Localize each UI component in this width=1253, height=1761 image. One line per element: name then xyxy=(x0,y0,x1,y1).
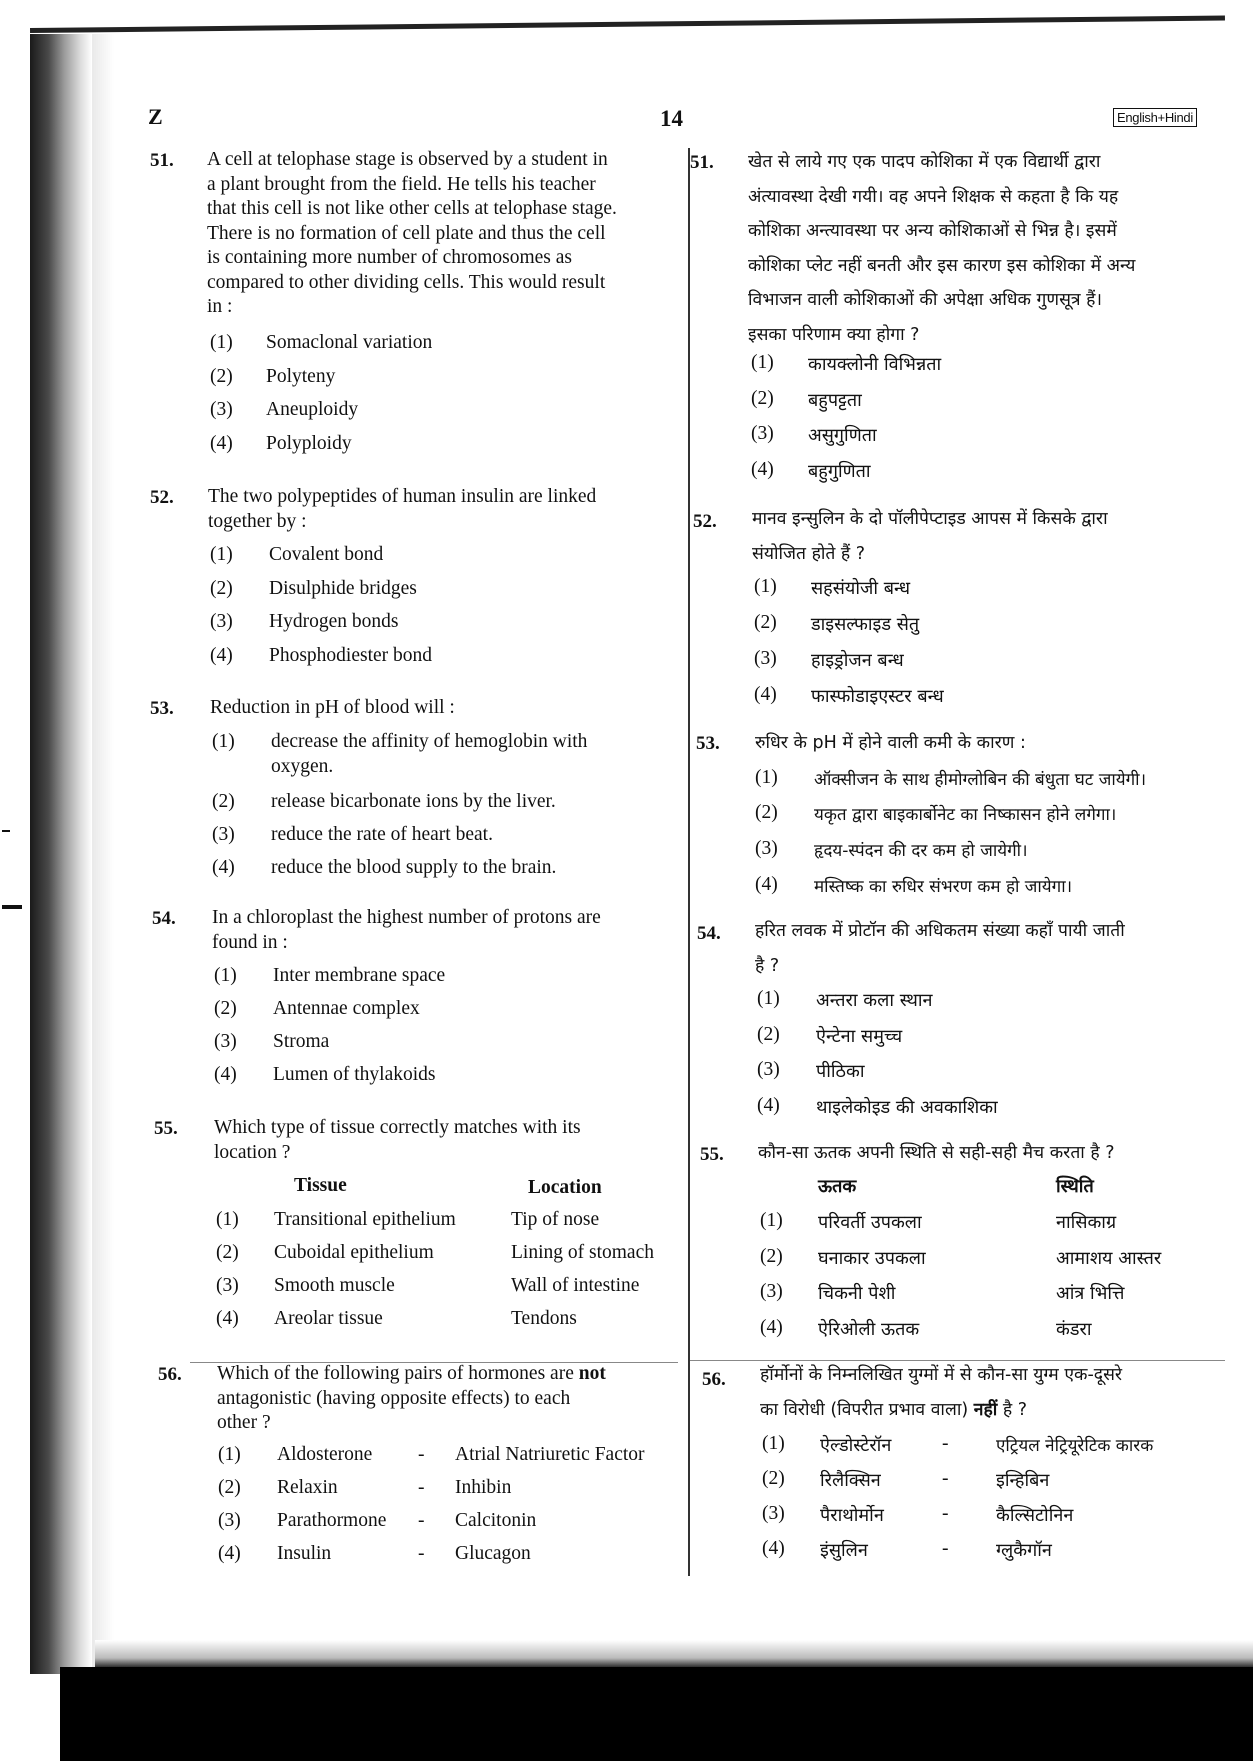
option-number: (3) xyxy=(214,1031,237,1052)
option-location: Wall of intestine xyxy=(511,1275,640,1296)
scan-bottom-shadow xyxy=(95,1640,1253,1670)
option-number: (4) xyxy=(751,459,774,480)
question-text xyxy=(752,502,1222,571)
option-number: (4) xyxy=(216,1308,239,1329)
option-text: Disulphide bridges xyxy=(269,578,417,599)
option-number: (2) xyxy=(755,802,778,823)
question-text xyxy=(760,1358,1230,1427)
question-text xyxy=(212,906,682,955)
option-hormone-b: Glucagon xyxy=(455,1543,531,1564)
question-line: है ? xyxy=(755,955,780,976)
question-number: 54. xyxy=(697,923,721,944)
question-line: इसका परिणाम क्या होगा ? xyxy=(748,324,920,345)
option-number: (2) xyxy=(754,612,777,633)
option-hormone-a: रिलैक्सिन xyxy=(820,1470,881,1491)
option-number: (3) xyxy=(210,399,233,420)
question-number: 55. xyxy=(154,1118,178,1139)
option-location: आमाशय आस्तर xyxy=(1056,1248,1162,1269)
question-number: 51. xyxy=(150,150,174,171)
question-line: antagonistic (having opposite effects) to each xyxy=(217,1387,571,1409)
option-text: release bicarbonate ions by the liver. xyxy=(271,791,556,812)
option-number: (4) xyxy=(218,1543,241,1564)
question-number: 53. xyxy=(150,698,174,719)
option-number: (3) xyxy=(762,1503,785,1524)
question-emphasis: not xyxy=(578,1363,606,1384)
option-number: (2) xyxy=(760,1246,783,1267)
question-text xyxy=(217,1362,687,1436)
option-text: थाइलेकोइड की अवकाशिका xyxy=(816,1097,998,1118)
language-badge: English+Hindi xyxy=(1113,108,1197,127)
option-tissue: Transitional epithelium xyxy=(274,1209,456,1230)
option-number: (3) xyxy=(760,1281,783,1302)
option-number: (2) xyxy=(218,1477,241,1498)
question-line: is containing more number of chromosomes as xyxy=(207,247,573,268)
paper-code: Z xyxy=(148,104,163,129)
option-number: (2) xyxy=(751,388,774,409)
option-hormone-a: ऐल्डोस्टेरॉन xyxy=(820,1435,892,1456)
page-number: 14 xyxy=(660,106,683,131)
option-text-continued: oxygen. xyxy=(271,756,334,777)
option-number: (4) xyxy=(762,1538,785,1559)
option-text: reduce the rate of heart beat. xyxy=(271,824,493,845)
option-number: (1) xyxy=(751,352,774,373)
option-location: Tendons xyxy=(511,1308,577,1329)
option-number: (2) xyxy=(214,998,237,1019)
scan-bottom-band xyxy=(60,1667,1253,1761)
column-header-location: स्थिति xyxy=(1056,1176,1094,1197)
option-number: (1) xyxy=(755,767,778,788)
edge-mark xyxy=(2,830,10,832)
question-emphasis: नहीं xyxy=(973,1399,998,1420)
option-text: पीठिका xyxy=(816,1061,865,1082)
question-text xyxy=(208,485,678,534)
question-line: हरित लवक में प्रोटॉन की अधिकतम संख्या कहाँ पायी जाती xyxy=(755,921,1125,941)
option-number: (4) xyxy=(210,433,233,454)
question-line: Which type of tissue correctly matches with its xyxy=(214,1117,581,1138)
option-text: डाइसल्फाइड सेतु xyxy=(811,614,920,635)
option-text: Phosphodiester bond xyxy=(269,645,433,666)
question-line: compared to other dividing cells. This would result xyxy=(207,271,606,293)
question-line xyxy=(760,1393,1230,1428)
option-text: Hydrogen bonds xyxy=(269,611,399,632)
option-number: (2) xyxy=(762,1468,785,1489)
option-tissue: Cuboidal epithelium xyxy=(274,1242,434,1263)
option-text: ऐन्टेना समुच्च xyxy=(816,1026,903,1047)
option-text: Lumen of thylakoids xyxy=(273,1064,436,1085)
option-tissue: ऐरिओली ऊतक xyxy=(818,1319,920,1340)
option-text: reduce the blood supply to the brain. xyxy=(271,857,557,878)
question-line: in : xyxy=(207,296,233,317)
option-number: (4) xyxy=(760,1317,783,1338)
option-number: (2) xyxy=(216,1242,239,1263)
scan-left-margin xyxy=(0,34,30,1761)
option-hormone-a: Aldosterone xyxy=(277,1444,373,1465)
option-text: decrease the affinity of hemoglobin with xyxy=(271,731,588,752)
option-number: (3) xyxy=(757,1059,780,1080)
option-hormone-b: इन्हिबिन xyxy=(996,1470,1050,1491)
option-number: (3) xyxy=(751,423,774,444)
question-line: कौन-सा ऊतक अपनी स्थिति से सही-सही मैच करता है ? xyxy=(758,1143,1115,1163)
option-number: (2) xyxy=(212,791,235,812)
option-hormone-b: Atrial Natriuretic Factor xyxy=(455,1444,645,1465)
option-text: हृदय-स्पंदन की दर कम हो जायेगी। xyxy=(814,841,1028,861)
question-line: मानव इन्सुलिन के दो पॉलीपेप्टाइड आपस में किसके द्वारा xyxy=(752,509,1108,529)
option-text: ऑक्सीजन के साथ हीमोग्लोबिन की बंधुता घट जायेगी। xyxy=(814,770,1147,790)
option-hormone-b: कैल्सिटोनिन xyxy=(996,1505,1074,1526)
option-number: (1) xyxy=(757,988,780,1009)
question-line: In a chloroplast the highest number of protons are xyxy=(212,907,601,928)
option-hormone-a: इंसुलिन xyxy=(820,1540,868,1561)
option-text: Somaclonal variation xyxy=(266,332,433,353)
option-text: यकृत द्वारा बाइकार्बोनेट का निष्कासन होने लगेगा। xyxy=(814,805,1117,825)
option-number: (3) xyxy=(218,1510,241,1531)
question-line: कोशिका प्लेट नहीं बनती और इस कारण इस कोशिका में अन्य xyxy=(748,255,1136,276)
option-number: (2) xyxy=(210,366,233,387)
question-line: A cell at telophase stage is observed by a student in xyxy=(207,149,608,170)
option-number: (1) xyxy=(210,332,233,353)
question-line: Reduction in pH of blood will : xyxy=(210,697,455,718)
column-header-location: Location xyxy=(528,1177,602,1198)
question-text xyxy=(210,696,680,721)
question-line: संयोजित होते हैं ? xyxy=(752,543,866,564)
question-line: a plant brought from the field. He tells his teacher xyxy=(207,173,596,195)
column-divider xyxy=(688,148,690,1576)
question-line: that this cell is not like other cells at telophase stage. xyxy=(207,198,617,219)
question-line: There is no formation of cell plate and thus the cell xyxy=(207,222,606,244)
option-text: फास्फोडाइएस्टर बन्ध xyxy=(811,686,944,707)
option-dash: - xyxy=(418,1543,425,1564)
option-tissue: परिवर्ती उपकला xyxy=(818,1212,922,1233)
option-number: (1) xyxy=(760,1210,783,1231)
question-number: 54. xyxy=(152,908,176,929)
option-text: अन्तरा कला स्थान xyxy=(816,990,933,1011)
option-location: कंडरा xyxy=(1056,1319,1092,1340)
option-hormone-a: पैराथोर्मोन xyxy=(820,1505,884,1526)
option-number: (2) xyxy=(210,578,233,599)
question-line: विभाजन वाली कोशिकाओं की अपेक्षा अधिक गुणसूत्र हैं। xyxy=(748,290,1103,310)
option-number: (4) xyxy=(755,874,778,895)
question-text xyxy=(214,1116,684,1165)
option-number: (1) xyxy=(218,1444,241,1465)
option-text: Covalent bond xyxy=(269,544,384,565)
option-text: Aneuploidy xyxy=(266,399,359,420)
option-number: (1) xyxy=(214,965,237,986)
question-line-part: Which of the following pairs of hormones are xyxy=(217,1363,579,1384)
question-line-part: है ? xyxy=(997,1399,1028,1420)
option-text: Polyploidy xyxy=(266,433,352,454)
option-number: (4) xyxy=(212,857,235,878)
question-line: other ? xyxy=(217,1412,271,1433)
column-header-tissue: ऊतक xyxy=(818,1176,857,1197)
option-tissue: चिकनी पेशी xyxy=(818,1283,896,1304)
option-text: Antennae complex xyxy=(273,998,420,1019)
option-number: (4) xyxy=(757,1095,780,1116)
option-hormone-b: Inhibin xyxy=(455,1477,512,1498)
option-hormone-a: Relaxin xyxy=(277,1477,338,1498)
option-number: (3) xyxy=(216,1275,239,1296)
option-text: सहसंयोजी बन्ध xyxy=(811,578,911,599)
option-hormone-a: Parathormone xyxy=(277,1510,387,1531)
option-tissue: Smooth muscle xyxy=(274,1275,395,1296)
edge-mark xyxy=(2,905,22,909)
option-hormone-b: Calcitonin xyxy=(455,1510,537,1531)
book-binding-shadow xyxy=(30,34,92,1674)
option-text: Polyteny xyxy=(266,366,336,387)
question-text xyxy=(755,914,1225,983)
question-text xyxy=(748,145,1218,352)
option-location: Tip of nose xyxy=(511,1209,600,1230)
question-line: found in : xyxy=(212,931,288,953)
option-number: (3) xyxy=(754,648,777,669)
question-line: location ? xyxy=(214,1141,291,1163)
question-number: 56. xyxy=(702,1369,726,1390)
question-text xyxy=(755,726,1225,761)
option-text: Stroma xyxy=(273,1031,330,1052)
question-line-part: का विरोधी (विपरीत प्रभाव वाला) xyxy=(760,1399,974,1420)
option-text: मस्तिष्क का रुधिर संभरण कम हो जायेगा। xyxy=(814,877,1073,897)
option-dash: - xyxy=(942,1538,949,1559)
book-binding-gutter xyxy=(92,34,114,1674)
question-text xyxy=(758,1136,1228,1171)
question-line: कोशिका अन्त्यावस्था पर अन्य कोशिकाओं से भिन्न है। इसमें xyxy=(748,221,1117,241)
option-text: कायक्लोनी विभिन्नता xyxy=(808,354,942,375)
question-number: 51. xyxy=(690,152,714,173)
option-dash: - xyxy=(942,1468,949,1489)
option-number: (1) xyxy=(762,1433,785,1454)
question-text xyxy=(207,148,677,320)
question-number: 55. xyxy=(700,1144,724,1165)
option-number: (3) xyxy=(212,824,235,845)
option-dash: - xyxy=(418,1510,425,1531)
option-hormone-b: ग्लुकैगॉन xyxy=(996,1540,1052,1561)
option-tissue: घनाकार उपकला xyxy=(818,1248,926,1269)
option-dash: - xyxy=(942,1433,949,1454)
option-tissue: Areolar tissue xyxy=(274,1308,383,1329)
option-text: बहुगुणिता xyxy=(808,461,871,482)
question-line: together by : xyxy=(208,510,307,532)
option-number: (3) xyxy=(210,611,233,632)
option-hormone-a: Insulin xyxy=(277,1543,332,1564)
option-number: (3) xyxy=(755,838,778,859)
question-line xyxy=(217,1362,687,1387)
option-number: (4) xyxy=(214,1064,237,1085)
option-dash: - xyxy=(418,1444,425,1465)
option-number: (4) xyxy=(754,684,777,705)
option-text: Inter membrane space xyxy=(273,965,446,986)
option-text: बहुपट्टता xyxy=(808,390,862,411)
option-location: Lining of stomach xyxy=(511,1242,654,1263)
option-location: आंत्र भित्ति xyxy=(1056,1283,1125,1304)
option-number: (1) xyxy=(216,1209,239,1230)
option-number: (4) xyxy=(210,645,233,666)
option-text: असुगुणिता xyxy=(808,425,877,446)
question-line: खेत से लाये गए एक पादप कोशिका में एक विद्यार्थी द्वारा xyxy=(748,152,1101,172)
option-number: (2) xyxy=(757,1024,780,1045)
option-number: (1) xyxy=(754,576,777,597)
question-line: अंत्यावस्था देखी गयी। वह अपने शिक्षक से कहता है कि यह xyxy=(748,186,1119,207)
option-text: हाइड्रोजन बन्ध xyxy=(811,650,904,671)
question-number: 53. xyxy=(696,733,720,754)
question-line: रुधिर के pH में होने वाली कमी के कारण : xyxy=(755,733,1026,753)
option-dash: - xyxy=(942,1503,949,1524)
question-line: हॉर्मोनों के निम्नलिखित युग्मों में से कौन-सा युग्म एक-दूसरे xyxy=(760,1365,1123,1385)
option-number: (1) xyxy=(210,544,233,565)
question-number: 52. xyxy=(150,487,174,508)
question-number: 56. xyxy=(158,1364,182,1385)
question-number: 52. xyxy=(693,511,717,532)
column-header-tissue: Tissue xyxy=(294,1175,347,1196)
option-dash: - xyxy=(418,1477,425,1498)
question-line: The two polypeptides of human insulin are linked xyxy=(208,486,597,507)
option-number: (1) xyxy=(212,731,235,752)
option-hormone-b: एट्रियल नेट्रियूरेटिक कारक xyxy=(996,1436,1154,1456)
option-location: नासिकाग्र xyxy=(1056,1212,1117,1233)
